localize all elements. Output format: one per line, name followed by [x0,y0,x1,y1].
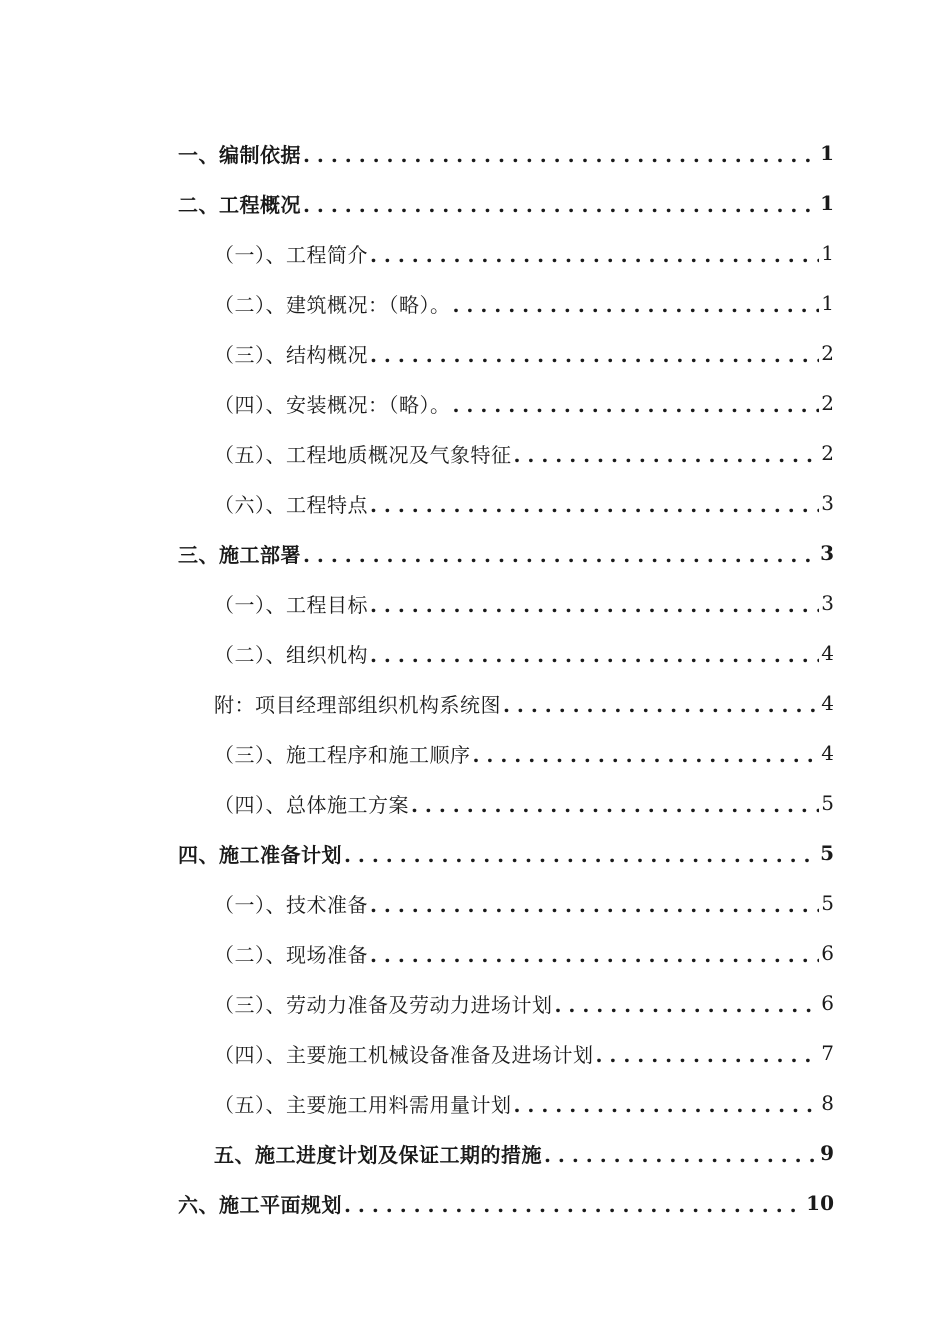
toc-entry[interactable] [214,1135,834,1171]
toc-entry-page: 3 [821,491,834,515]
toc-entry-page: 6 [821,941,834,965]
toc-entry-page: 3 [820,541,834,565]
dot-leader [473,743,820,767]
toc-entry-page: 5 [821,791,834,815]
toc-entry-title: （二）、建筑概况：（略）。 [214,292,451,317]
toc-entry-page: 3 [821,591,834,615]
toc-entry-page: 4 [821,641,834,665]
dot-leader [370,943,819,967]
toc-entry-title: （六）、工程特点 [214,492,368,517]
toc-entry-title: 二、工程概况 [178,192,301,217]
dot-leader [370,343,819,367]
toc-entry-title: （一）、技术准备 [214,892,368,917]
toc-entry[interactable] [214,235,834,271]
toc-entry-title: （一）、工程简介 [214,242,368,267]
dot-leader [503,693,819,717]
toc-entry[interactable] [214,335,834,371]
toc-entry[interactable] [214,885,834,921]
toc-entry[interactable] [214,385,834,421]
toc-entry-title: （四）、安装概况：（略）。 [214,392,451,417]
toc-entry-title: 五、施工进度计划及保证工期的措施 [214,1142,542,1167]
dot-leader [303,143,818,167]
toc-entry-page: 7 [821,1041,834,1065]
toc-entry-title: 一、编制依据 [178,142,301,167]
toc-entry-page: 10 [806,1191,834,1215]
toc-entry[interactable] [214,735,834,771]
toc-entry-page: 4 [821,691,834,715]
toc-entry-title: 六、施工平面规划 [178,1192,342,1217]
toc-entry-title: （三）、结构概况 [214,342,368,367]
dot-leader [303,193,818,217]
toc-entry[interactable] [178,135,834,171]
dot-leader [370,243,819,267]
dot-leader [370,493,819,517]
toc-entry-title: （四）、总体施工方案 [214,792,409,817]
dot-leader [514,443,820,467]
toc-entry-title: （二）、组织机构 [214,642,368,667]
toc-entry[interactable] [178,535,834,571]
dot-leader [344,1193,804,1217]
dot-leader [596,1043,820,1067]
toc-entry[interactable] [178,1185,834,1221]
toc-entry-page: 4 [821,741,834,765]
toc-entry-title: 三、施工部署 [178,542,301,567]
toc-entry-title: 四、施工准备计划 [178,842,342,867]
toc-entry[interactable] [214,935,834,971]
toc-entry-page: 1 [820,141,834,165]
toc-entry[interactable] [214,435,834,471]
toc-entry-title: （三）、施工程序和施工顺序 [214,742,471,767]
dot-leader [514,1093,820,1117]
toc-entry-page: 5 [820,841,834,865]
dot-leader [344,843,818,867]
dot-leader [411,793,819,817]
toc-entry-page: 6 [821,991,834,1015]
toc-entry-page: 9 [820,1141,834,1165]
dot-leader [370,593,819,617]
toc-entry[interactable] [214,985,834,1021]
toc-entry-page: 8 [821,1091,834,1115]
toc-entry-page: 2 [821,341,834,365]
toc-entry[interactable] [178,185,834,221]
toc-entry[interactable] [214,685,834,721]
toc-entry-page: 1 [821,291,834,315]
toc-entry-title: （二）、现场准备 [214,942,368,967]
toc-entry-title: （五）、工程地质概况及气象特征 [214,442,512,467]
toc-entry-title: 附：项目经理部组织机构系统图 [214,692,501,717]
toc-entry-page: 1 [820,191,834,215]
toc-entry[interactable] [214,785,834,821]
toc-entry-title: （一）、工程目标 [214,592,368,617]
toc-entry[interactable] [214,635,834,671]
toc-entry[interactable] [214,585,834,621]
toc-entry[interactable] [214,1085,834,1121]
dot-leader [303,543,818,567]
toc-entry-page: 1 [821,241,834,265]
toc-entry-page: 5 [821,891,834,915]
toc-entry[interactable] [214,285,834,321]
dot-leader [453,393,820,417]
toc-entry[interactable] [214,485,834,521]
dot-leader [370,643,819,667]
dot-leader [555,993,820,1017]
toc-entry[interactable] [214,1035,834,1071]
toc-entry-title: （五）、主要施工用料需用量计划 [214,1092,512,1117]
dot-leader [370,893,819,917]
toc-entry-title: （四）、主要施工机械设备准备及进场计划 [214,1042,594,1067]
toc-entry-page: 2 [821,391,834,415]
toc-entry-title: （三）、劳动力准备及劳动力进场计划 [214,992,553,1017]
dot-leader [453,293,820,317]
toc-entry[interactable] [178,835,834,871]
dot-leader [544,1143,818,1167]
toc-entry-page: 2 [821,441,834,465]
